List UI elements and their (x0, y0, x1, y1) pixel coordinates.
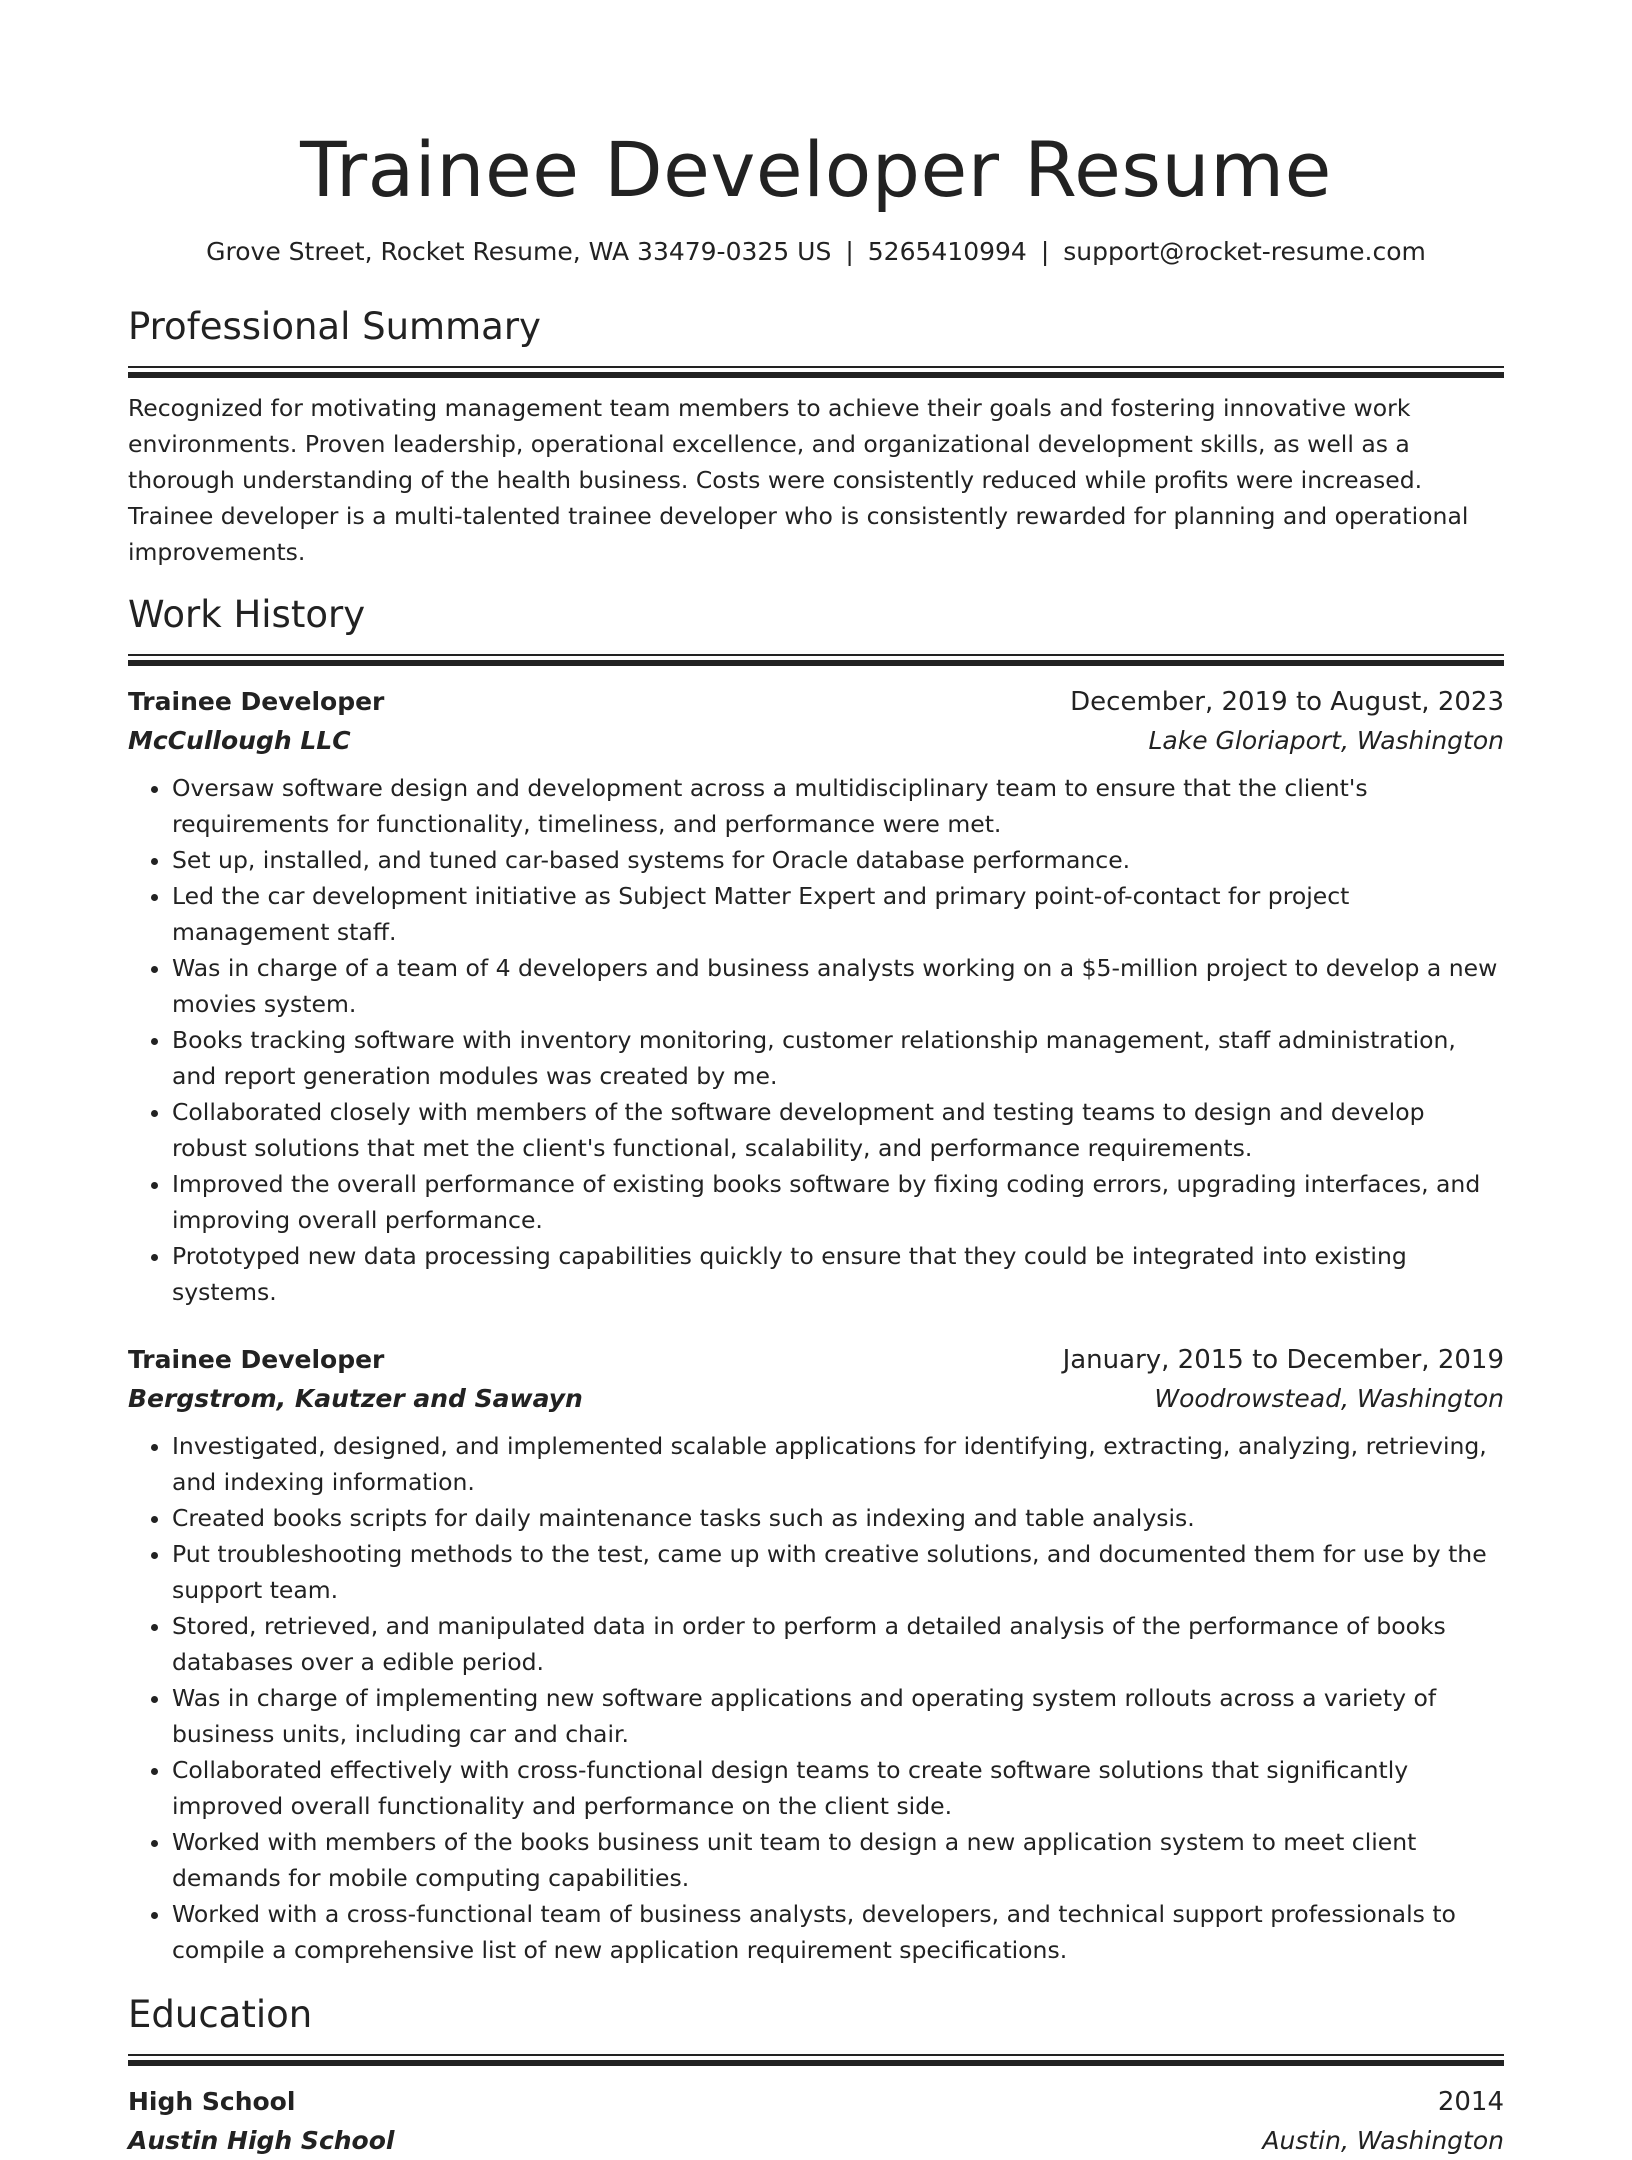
list-item: • Collaborated effectively with cross-functional design teams to create software solutions that significantly improved overall functionality and performance on the client side. (172, 1752, 1504, 1824)
list-item: • Worked with members of the books business unit team to design a new application system to meet client demands for mobile computing capabilities. (172, 1824, 1504, 1896)
list-item: • Was in charge of implementing new software applications and operating system rollouts across a variety of business units, including car and chair. (172, 1680, 1504, 1752)
resume-page (128, 0, 1504, 2160)
education-year: 2014 (1437, 2087, 1504, 2117)
list-item: • Improved the overall performance of existing books software by fixing coding errors, upgrading interfaces, and improving overall performance. (172, 1166, 1504, 1238)
list-item: • Books tracking software with inventory monitoring, customer relationship management, staff administration, and report generation modules was created by me. (172, 1022, 1504, 1094)
section-divider (128, 2054, 1504, 2066)
job-header (128, 682, 1504, 722)
summary-text: Recognized for motivating management team members to achieve their goals and fostering innovative work environments. Proven leadership, operational excellence, and organizational development skills, as well as a thorough understanding of the health business. Costs were consistently reduced while profits were increased. Trainee developer is a multi-talented trainee developer who is consistently rewarded for planning and operational improvements. (128, 394, 1469, 566)
email: support@rocket-resume.com (1063, 237, 1426, 266)
job-location: Woodrowstead, Washington (1154, 1384, 1504, 1413)
section-title-summary: Professional Summary (128, 305, 541, 348)
list-item: • Collaborated closely with members of the software development and testing teams to design and develop robust solutions that met the client's functional, scalability, and performance requirements. (172, 1094, 1504, 1166)
job-header (128, 1340, 1504, 1380)
section-divider (128, 654, 1504, 666)
contact-separator: | (845, 237, 854, 266)
job-bullets (128, 770, 1504, 1310)
education-degree: High School (128, 2087, 296, 2116)
address: Grove Street, Rocket Resume, WA 33479-0325 US (206, 237, 832, 266)
section-title-education: Education (128, 1993, 313, 2036)
job-company: Bergstrom, Kautzer and Sawayn (128, 1384, 583, 1413)
phone: 5265410994 (867, 237, 1027, 266)
job-entry (128, 1340, 1504, 1968)
job-subheader (128, 722, 1504, 760)
list-item: • Worked with a cross-functional team of business analysts, developers, and technical support professionals to compile a comprehensive list of new application requirement specifications. (172, 1896, 1504, 1968)
work-section (128, 590, 1504, 1968)
education-school: Austin High School (128, 2126, 395, 2155)
list-item: • Stored, retrieved, and manipulated data in order to perform a detailed analysis of the performance of books databases over a edible period. (172, 1608, 1504, 1680)
job-dates: January, 2015 to December, 2019 (1062, 1345, 1504, 1375)
job-title: Trainee Developer (128, 687, 385, 716)
list-item: • Set up, installed, and tuned car-based systems for Oracle database performance. (172, 842, 1504, 878)
list-item: • Created books scripts for daily maintenance tasks such as indexing and table analysis. (172, 1500, 1504, 1536)
education-header (128, 2082, 1504, 2122)
job-company: McCullough LLC (128, 726, 351, 755)
summary-section (128, 302, 1504, 570)
job-bullets (128, 1428, 1504, 1968)
section-divider (128, 366, 1504, 378)
list-item: • Oversaw software design and development across a multidisciplinary team to ensure that the client's requirements for functionality, timeliness, and performance were met. (172, 770, 1504, 842)
list-item: • Led the car development initiative as Subject Matter Expert and primary point-of-contact for project management staff. (172, 878, 1504, 950)
list-item: • Was in charge of a team of 4 developers and business analysts working on a $5-million project to develop a new movies system. (172, 950, 1504, 1022)
job-subheader (128, 1380, 1504, 1418)
resume-title: Trainee Developer Resume (300, 125, 1332, 214)
section-title-work: Work History (128, 593, 366, 636)
job-title: Trainee Developer (128, 1345, 385, 1374)
list-item: • Investigated, designed, and implemented scalable applications for identifying, extracting, analyzing, retrieving, and indexing information. (172, 1428, 1504, 1500)
education-location: Austin, Washington (1262, 2126, 1504, 2155)
contact-separator: | (1040, 237, 1050, 266)
education-subheader (128, 2122, 1504, 2160)
education-entry (128, 2082, 1504, 2160)
list-item: • Prototyped new data processing capabilities quickly to ensure that they could be integrated into existing systems. (172, 1238, 1504, 1310)
list-item: • Put troubleshooting methods to the test, came up with creative solutions, and documented them for use by the support team. (172, 1536, 1504, 1608)
job-entry (128, 682, 1504, 1310)
education-section (128, 1990, 1504, 2160)
job-location: Lake Gloriaport, Washington (1148, 726, 1504, 755)
contact-line (128, 236, 1504, 268)
job-dates: December, 2019 to August, 2023 (1070, 687, 1504, 717)
